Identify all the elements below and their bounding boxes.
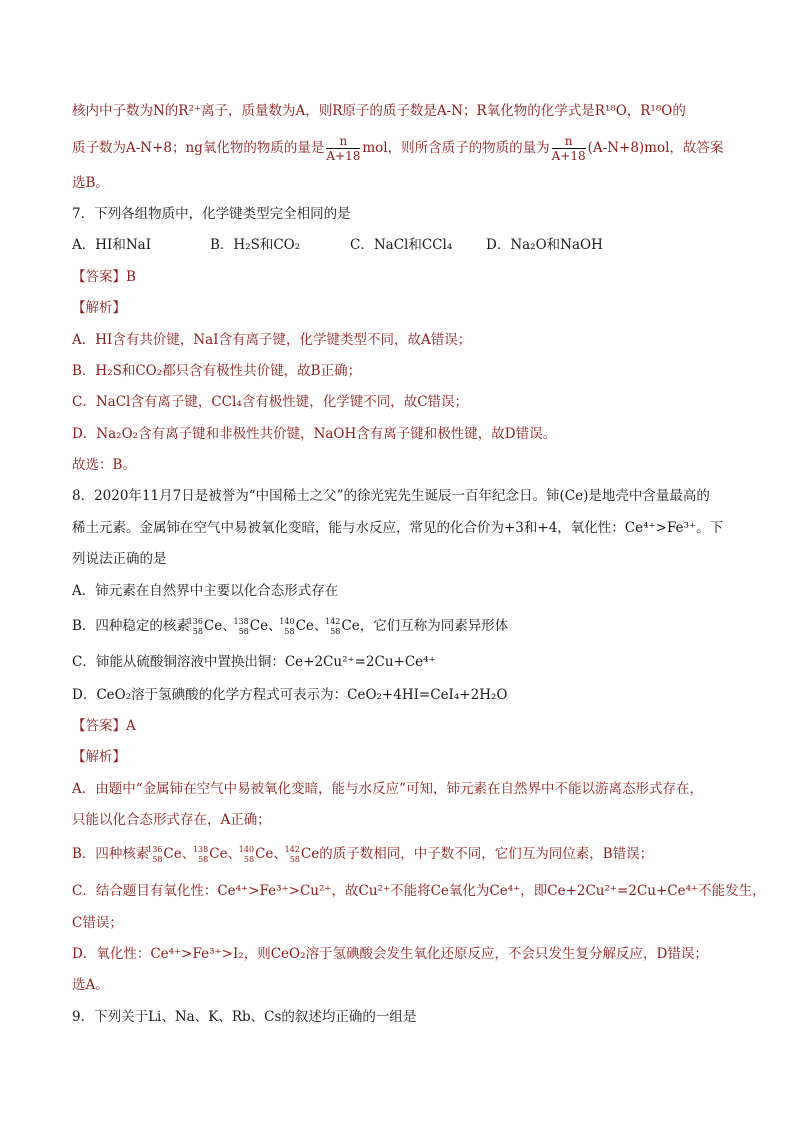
q8-analysis-b [72, 845, 732, 864]
q8-stem-line3: 列说法正确的是 [72, 551, 167, 567]
q8-analysis-b-pre: B．四种核素 [72, 846, 150, 862]
atomic-number: 58 [238, 626, 249, 636]
fraction-2 [552, 134, 586, 163]
q7-option-c: C．NaCl和CCl₄ [350, 237, 453, 253]
prev-explanation-line2 [72, 134, 732, 163]
atomic-number: 58 [330, 626, 341, 636]
separator: 、 [222, 618, 236, 634]
q7-analysis-d: D．Na₂O₂含有离子键和非极性共价键，NaOH含有离子键和极性键，故D错误。 [72, 426, 557, 442]
nuclide-ce-142 [284, 844, 320, 864]
nuclide-index [149, 846, 163, 864]
nuclide-ce-136 [187, 616, 223, 636]
element-symbol: Ce [163, 846, 182, 862]
q8-option-b [72, 617, 732, 636]
nuclide-ce-142 [327, 618, 359, 634]
q7-analysis-b: B．H₂S和CO₂都只含有极性共价键，故B正确； [72, 363, 362, 379]
prev-explanation-line3: 选B。 [72, 175, 109, 191]
separator: 、 [273, 846, 287, 862]
q8-option-c: C．铈能从硫酸铜溶液中置换出铜：Ce+2Cu²⁺=2Cu+Ce⁴⁺ [72, 654, 436, 670]
frac-num: n [326, 134, 360, 149]
q8-analysis-a-line1: A．由题中“金属铈在空气中易被氧化变暗，能与水反应”可知，铈元素在自然界中不能以游离态形式存在， [72, 781, 704, 797]
mass-number: 138 [192, 844, 209, 854]
mass-number: 136 [147, 844, 163, 854]
q8-option-d: D．CeO₂溶于氢碘酸的化学方程式可表示为：CeO₂+4HI=CeI₄+2H₂O [72, 687, 508, 703]
nuclide-ce-140 [238, 844, 274, 864]
nuclide-list-eb [149, 846, 319, 862]
mass-number: 140 [279, 616, 295, 626]
q7-conclusion: 故选：B。 [72, 457, 136, 473]
q8-stem-line2: 稀土元素。金属铈在空气中易被氧化变暗，能与水反应，常见的化合价为+3和+4，氧化性：Ce⁴⁺>Fe³⁺。下 [72, 520, 724, 536]
mass-number: 140 [238, 844, 255, 854]
atomic-number: 58 [243, 854, 255, 864]
l2-part-b: mol，则所含质子的物质的量为 [362, 140, 550, 156]
q7-answer: 【答案】B [72, 269, 136, 285]
element-symbol: Ce [295, 618, 314, 634]
q8-option-b-post: ，它们互称为同素异形体 [359, 618, 509, 634]
nuclide-index [284, 844, 301, 864]
q7-option-a: A．HI和NaI [72, 237, 152, 253]
q7-analysis-a: A．HI含有共价键，NaI含有离子键，化学键类型不同，故A错误； [72, 332, 472, 348]
q7-option-d: D．Na₂O和NaOH [486, 237, 603, 253]
element-symbol: Ce [249, 618, 269, 634]
atomic-number: 58 [152, 854, 163, 864]
q8-analysis-c-line2: C错误； [72, 915, 123, 931]
q8-stem-line1: 8．2020年11月7日是被誉为“中国稀土之父”的徐光宪先生诞辰一百年纪念日。铈(Ce)是地壳中含量最高的 [72, 488, 710, 504]
q8-analysis-d-line1: D．氧化性：Ce⁴⁺>Fe³⁺>I₂，则CeO₂溶于氢碘酸会发生氧化还原反应，不会只发生复分解反应，D错误； [72, 946, 708, 962]
l2-part-a: 质子数为A-N+8；ng氧化物的物质的量是 [72, 140, 325, 156]
q8-option-a: A．铈元素在自然界中主要以化合态形式存在 [72, 583, 339, 599]
nuclide-index [279, 616, 296, 636]
q7-analysis-label: 【解析】 [72, 300, 126, 316]
fraction-1 [326, 134, 360, 163]
atomic-number: 58 [289, 854, 300, 864]
separator: 、 [313, 618, 328, 634]
nuclide-index [192, 844, 209, 864]
q8-analysis-a-line2: 只能以化合态形式存在，A正确； [72, 812, 271, 828]
q8-option-b-pre: B．四种稳定的核素 [72, 618, 190, 634]
element-symbol: Ce [341, 618, 360, 634]
mass-number: 142 [284, 844, 300, 854]
prev-explanation-line1: 核内中子数为N的R²⁺离子，质量数为A，则R原子的质子数是A-N；R氧化物的化学式是R¹⁸O，R¹⁸O的 [72, 103, 686, 119]
q9-stem: 9．下列关于Li、Na、K、Rb、Cs的叙述均正确的一组是 [72, 1009, 417, 1025]
mass-number: 142 [325, 616, 341, 626]
element-symbol: Ce [203, 618, 223, 634]
atomic-number: 58 [284, 626, 295, 636]
q8-analysis-d-line2: 选A。 [72, 977, 109, 993]
nuclide-index [238, 844, 255, 864]
nuclide-index [187, 616, 204, 636]
nuclide-ce-140 [279, 616, 314, 636]
element-symbol: Ce [209, 846, 228, 862]
nuclide-index [327, 618, 341, 636]
mass-number: 136 [187, 616, 203, 626]
separator: 、 [181, 846, 196, 862]
q7-option-b: B．H₂S和CO₂ [210, 237, 301, 253]
mass-number: 138 [233, 616, 249, 626]
nuclide-index [233, 616, 250, 636]
q8-analysis-c-line1: C．结合题目有氧化性：Ce⁴⁺>Fe³⁺>Cu²⁺，故Cu²⁺不能将Ce氧化为Ce⁴⁺，即Ce+2Cu²⁺=2Cu+Ce⁴⁺不能发生， [72, 883, 766, 899]
nuclide-ce-138 [192, 844, 228, 864]
nuclide-ce-138 [233, 616, 269, 636]
frac-num: n [552, 134, 586, 149]
atomic-number: 58 [198, 854, 209, 864]
separator: 、 [268, 618, 282, 634]
frac-den: A+18 [551, 149, 586, 163]
q7-stem: 7．下列各组物质中，化学键类型完全相同的是 [72, 206, 351, 222]
nuclide-ce-136 [149, 846, 181, 862]
frac-den: A+18 [326, 149, 361, 163]
l2-part-c: (A-N+8)mol，故答案 [587, 140, 724, 156]
element-symbol: Ce [255, 846, 274, 862]
q8-analysis-label: 【解析】 [72, 749, 126, 765]
nuclide-list-b [187, 616, 360, 636]
separator: 、 [227, 846, 242, 862]
element-symbol: Ce [300, 846, 320, 862]
atomic-number: 58 [192, 626, 203, 636]
q7-analysis-c: C．NaCl含有离子键，CCl₄含有极性键，化学键不同，故C错误； [72, 394, 469, 410]
q8-answer: 【答案】A [72, 718, 136, 734]
q8-analysis-b-post: 的质子数相同，中子数不同，它们互为同位素，B错误； [319, 846, 654, 862]
